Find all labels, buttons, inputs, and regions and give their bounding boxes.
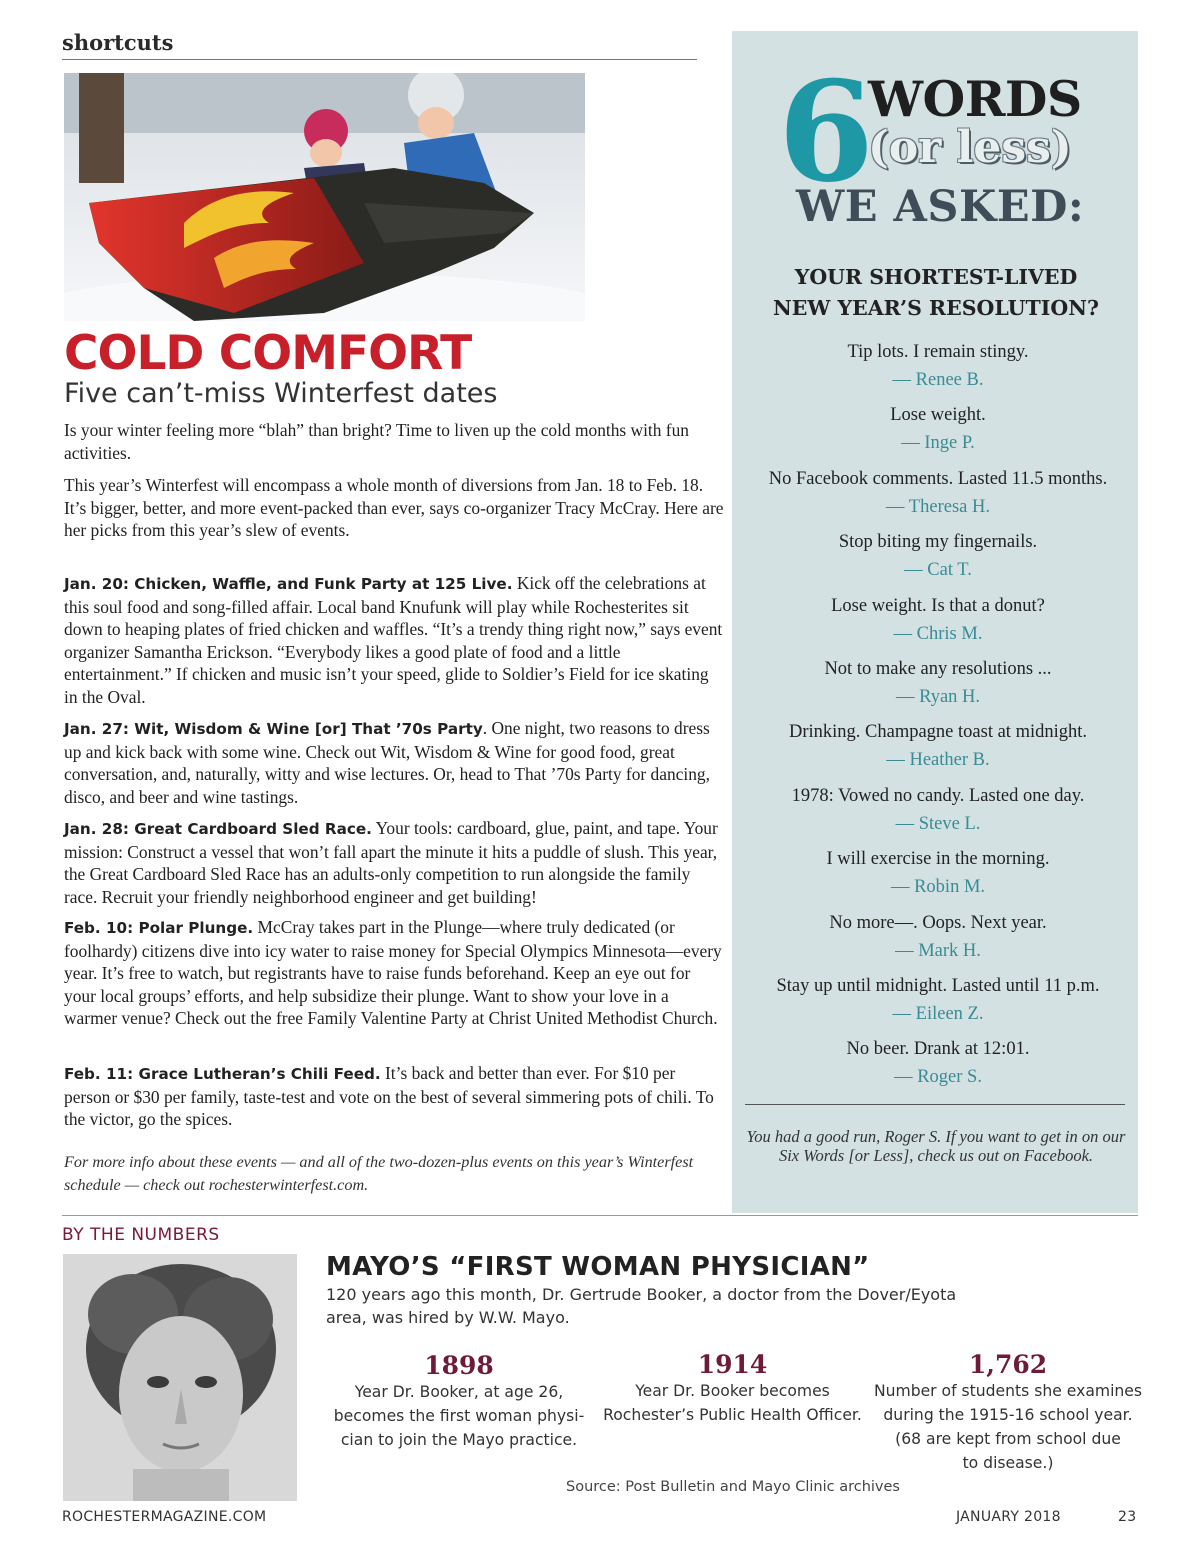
article-subhead: Five can’t-miss Winterfest dates [64, 378, 498, 409]
event-paragraph [64, 572, 724, 709]
event-text: McCray takes part in the Plunge—where truly dedicated (or foolhardy) citizens dive into icy water to raise money for Special Olympics Minnesota—every year. It’s free to watch, but registrants have to raise funds beforehand. Keep an eye out for your local groups’ efforts, and help subsidize their plunge. Want to show your love in a warmer venue? Check out the free Family Valentine Party at Christ United Methodist Church. [64, 917, 722, 1029]
event-lead: Feb. 11: Grace Lutheran’s Chili Feed. [64, 1065, 381, 1083]
stat-line: during the 1915-16 school year. [883, 1406, 1133, 1424]
stat-block [328, 1352, 590, 1452]
stat-line: (68 are kept from school due [895, 1430, 1121, 1448]
sidebar-rule [745, 1104, 1125, 1105]
question-line: NEW YEAR’S RESOLUTION? [772, 296, 1100, 320]
big-six-number: 6 [778, 50, 875, 213]
event-text: Your tools: cardboard, glue, paint, and tape. Your mission: Construct a vessel that won’t fall apart the minute it hits a puddle of slush. This year, the Great Cardboard Sled Race has an adults-only competition to run alongside the family race. Recruit your friendly neighborhood engineer and get building! [64, 818, 718, 907]
stat-line: Number of students she examines [873, 1382, 1143, 1400]
answer-name: — Robin M. [890, 877, 986, 898]
source-credit: Source: Post Bulletin and Mayo Clinic archives [566, 1479, 900, 1495]
answer-item [738, 1036, 1138, 1099]
event-paragraph [64, 1062, 724, 1131]
stat-number: 1,762 [968, 1350, 1048, 1379]
event-lead: Jan. 20: Chicken, Waffle, and Funk Party at 125 Live. [64, 575, 513, 593]
by-the-numbers-label: BY THE NUMBERS [62, 1225, 220, 1245]
answer-name: — Ryan H. [895, 686, 981, 707]
answer-item [738, 593, 1138, 656]
answer-name: — Heather B. [886, 750, 990, 771]
words-heading: WORDS [868, 70, 1082, 128]
answer-item [738, 910, 1138, 973]
stat-line: to disease.) [962, 1454, 1054, 1472]
answer-item [738, 402, 1138, 465]
answer-text: Lose weight. Is that a donut? [831, 595, 1045, 616]
footer-date: JANUARY 2018 [956, 1509, 1061, 1525]
section-label: shortcuts [62, 30, 174, 55]
answers-list [738, 339, 1138, 1100]
portrait-illustration [63, 1254, 297, 1501]
sled-photo-illustration [64, 73, 585, 321]
booker-portrait [63, 1254, 297, 1501]
answer-text: No more—. Oops. Next year. [829, 912, 1047, 933]
stat-line: Rochester’s Public Health Officer. [603, 1406, 862, 1424]
event-paragraph [64, 916, 724, 1030]
answer-name: — Chris M. [893, 623, 983, 644]
answer-text: Tip lots. I remain stingy. [847, 342, 1029, 362]
event-text: . One night, two reasons to dress up and kick back with some wine. Check out Wit, Wisdom & Wine for good food, great conversation, and, naturally, witty and wise lectures. Or, head to That ’70s Party for dancing, disco, and beer and wine tastings. [64, 718, 710, 807]
answer-text: Stop biting my fingernails. [838, 532, 1038, 553]
answer-item [738, 719, 1138, 782]
answer-name: — Theresa H. [886, 496, 990, 517]
event-lead: Jan. 27: Wit, Wisdom & Wine [or] That ’70s Party [64, 720, 483, 738]
answer-text: No Facebook comments. Lasted 11.5 months. [768, 468, 1108, 489]
stat-line: cian to join the Mayo practice. [340, 1431, 578, 1449]
or-less-heading: (or less) [868, 122, 1072, 173]
answer-item [738, 656, 1138, 719]
stat-number: 1914 [697, 1350, 768, 1379]
question-line: YOUR SHORTEST-LIVED [794, 265, 1078, 289]
answer-item [738, 846, 1138, 909]
answer-name: — Roger S. [894, 1067, 982, 1088]
sidebar-question [738, 262, 1134, 324]
answer-name: — Inge P. [901, 433, 975, 454]
answer-name: — Mark H. [895, 940, 981, 961]
stat-line: becomes the first woman physi- [333, 1407, 585, 1425]
answer-text: 1978: Vowed no candy. Lasted one day. [791, 785, 1085, 806]
answer-name: — Renee B. [892, 370, 984, 390]
event-text: Kick off the celebrations at this soul food and song-filled affair. Local band Knufunk will play while Rochesterites sit down to heaping plates of fried chicken and waffles. “It’s a trendy thing right now,” says event organizer Samantha Erickson. “Everybody likes a good plate of food and a little entertainment.” If chicken and music isn’t your speed, glide to Soldier’s Field for ice skating in the Oval. [64, 573, 723, 707]
answer-name: — Cat T. [904, 560, 972, 581]
answer-item [738, 529, 1138, 592]
answer-item [738, 783, 1138, 846]
page-number: 23 [1118, 1509, 1137, 1525]
answer-text: No beer. Drank at 12:01. [846, 1039, 1030, 1060]
stat-line: Year Dr. Booker becomes [635, 1382, 830, 1400]
header-rule [62, 59, 697, 60]
intro-paragraph-1: Is your winter feeling more “blah” than bright? Time to liven up the cold months with fun activities. [64, 420, 689, 463]
answer-item [738, 339, 1138, 402]
answer-text: I will exercise in the morning. [826, 849, 1050, 870]
answer-item [738, 466, 1138, 529]
event-lead: Feb. 10: Polar Plunge. [64, 919, 254, 937]
answer-text: Drinking. Champagne toast at midnight. [788, 722, 1087, 743]
answer-text: Lose weight. [890, 405, 986, 426]
footer-site-link[interactable]: ROCHESTERMAGAZINE.COM [62, 1509, 267, 1525]
stat-block [600, 1351, 865, 1427]
answer-name: — Steve L. [895, 813, 981, 834]
event-lead: Jan. 28: Great Cardboard Sled Race. [64, 820, 372, 838]
event-text: It’s back and better than ever. For $10 per person or $30 per family, taste-test and vote on the best of several simmering pots of chili. To the victor, go the spices. [64, 1063, 714, 1130]
mayo-title: MAYO’S “FIRST WOMAN PHYSICIAN” [326, 1252, 870, 1282]
stat-number: 1898 [424, 1351, 494, 1380]
article-headline: COLD COMFORT [64, 326, 472, 381]
sidebar-note: You had a good run, Roger S. If you want to get in on our Six Words [or Less], check us out on Facebook. [746, 1127, 1126, 1165]
answer-name: — Eileen Z. [892, 1003, 984, 1024]
mayo-subtitle: 120 years ago this month, Dr. Gertrude Booker, a doctor from the Dover/Eyota area, was hired by W.W. Mayo. [326, 1285, 957, 1327]
intro-paragraph-2: This year’s Winterfest will encompass a whole month of diversions from Jan. 18 to Feb. 18. It’s bigger, better, and more event-packed than ever, says co-organizer Tracy McCray. Here are her picks from this year’s slew of events. [64, 475, 724, 541]
sled-race-photo [64, 73, 585, 321]
section-divider [62, 1215, 1138, 1216]
answer-text: Stay up until midnight. Lasted until 11 p.m. [776, 975, 1100, 996]
answer-item [738, 973, 1138, 1036]
stat-block [872, 1351, 1144, 1475]
stat-line: Year Dr. Booker, at age 26, [354, 1383, 564, 1401]
we-asked-heading: WE ASKED: [796, 182, 1085, 232]
answer-text: Not to make any resolutions ... [824, 658, 1052, 679]
event-paragraph [64, 717, 724, 808]
event-paragraph [64, 817, 724, 908]
closing-note: For more info about these events — and all of the two-dozen-plus events on this year’s Winterfest schedule — check out rochesterwinterfest.com. [64, 1153, 694, 1194]
